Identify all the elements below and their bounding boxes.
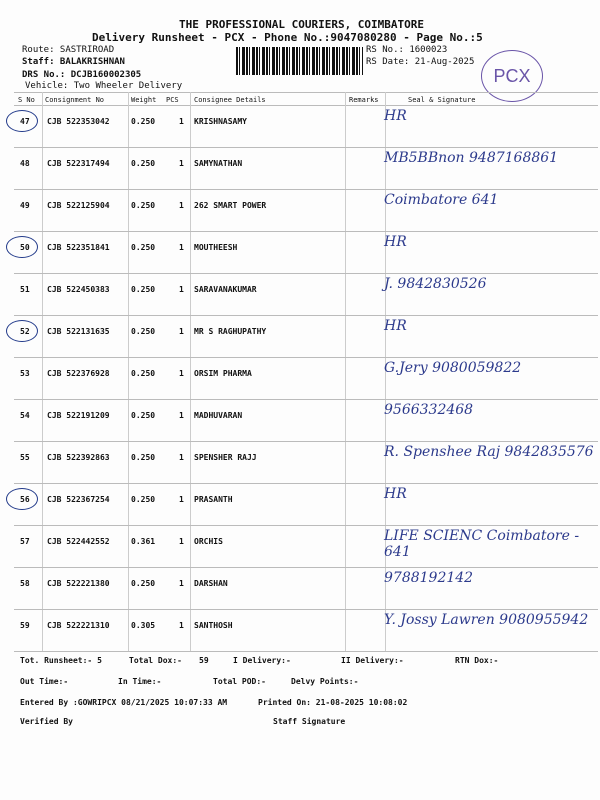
table-row <box>14 400 598 442</box>
weight: 0.250 <box>131 243 156 252</box>
row-divider <box>14 651 598 652</box>
out-time: Out Time:- <box>20 677 69 686</box>
signature: HR <box>384 318 407 334</box>
table-row <box>14 484 598 526</box>
signature: MB5BBnon 9487168861 <box>384 150 559 166</box>
consignment-number: CJB 522221380 <box>47 579 110 588</box>
table-row <box>14 148 598 190</box>
consignee-name: SPENSHER RAJJ <box>194 453 257 462</box>
table-row <box>14 610 598 652</box>
total-dox-label: Total Dox:- <box>129 656 182 665</box>
verified-by: Verified By <box>20 717 73 726</box>
total-dox-value: 59 <box>199 656 209 665</box>
circle-mark <box>6 236 38 258</box>
signature: J. 9842830526 <box>384 276 487 292</box>
weight: 0.361 <box>131 537 156 546</box>
consignee-name: MADHUVARAN <box>194 411 243 420</box>
consignee-name: MR S RAGHUPATHY <box>194 327 267 336</box>
signature: HR <box>384 234 407 250</box>
table-row <box>14 274 598 316</box>
consignment-number: CJB 522125904 <box>47 201 110 210</box>
weight: 0.250 <box>131 495 156 504</box>
signature: 9566332468 <box>384 402 474 418</box>
vehicle: Vehicle: Two Wheeler Delivery <box>25 81 183 91</box>
total-pod: Total POD:- <box>213 677 266 686</box>
table-row <box>14 190 598 232</box>
serial-number: 59 <box>20 621 30 630</box>
pieces: 1 <box>179 537 184 546</box>
serial-number: 55 <box>20 453 30 462</box>
pcx-stamp: PCX <box>481 50 543 102</box>
consignment-number: CJB 522392863 <box>47 453 110 462</box>
pieces: 1 <box>179 243 184 252</box>
serial-number: 52 <box>20 327 30 336</box>
serial-number: 51 <box>20 285 30 294</box>
consignee-name: SARAVANAKUMAR <box>194 285 257 294</box>
weight: 0.250 <box>131 201 156 210</box>
signature: LIFE SCIENC Coimbatore - 641 <box>384 528 580 560</box>
consignee-name: MOUTHEESH <box>194 243 238 252</box>
weight: 0.250 <box>131 285 156 294</box>
delvy-points: Delvy Points:- <box>291 677 359 686</box>
company-title: THE PROFESSIONAL COURIERS, COIMBATORE <box>179 18 425 31</box>
consignment-number: CJB 522317494 <box>47 159 110 168</box>
circle-mark <box>6 110 38 132</box>
consignment-number: CJB 522131635 <box>47 327 110 336</box>
consignee-name: KRISHNASAMY <box>194 117 247 126</box>
consignee-name: DARSHAN <box>194 579 228 588</box>
col-consignment: Consignment No <box>45 96 105 104</box>
pieces: 1 <box>179 411 184 420</box>
consignee-name: ORSIM PHARMA <box>194 369 252 378</box>
rs-date: RS Date: 21-Aug-2025 <box>366 57 475 67</box>
pieces: 1 <box>179 117 184 126</box>
pieces: 1 <box>179 495 184 504</box>
pieces: 1 <box>179 369 184 378</box>
pieces: 1 <box>179 159 184 168</box>
rs-no: RS No.: 1600023 <box>366 45 448 55</box>
table-row <box>14 358 598 400</box>
serial-number: 47 <box>20 117 30 126</box>
signature: HR <box>384 108 407 124</box>
consignment-number: CJB 522221310 <box>47 621 110 630</box>
rtn-dox: RTN Dox:- <box>455 656 499 665</box>
consignment-number: CJB 522191209 <box>47 411 110 420</box>
signature: Y. Jossy Lawren 9080955942 <box>384 612 589 628</box>
table-row <box>14 232 598 274</box>
col-pcs: PCS <box>166 96 179 104</box>
signature: HR <box>384 486 407 502</box>
signature: G.Jery 9080059822 <box>384 360 522 376</box>
pieces: 1 <box>179 579 184 588</box>
pieces: 1 <box>179 621 184 630</box>
table-row <box>14 568 598 610</box>
consignment-number: CJB 522351841 <box>47 243 110 252</box>
serial-number: 58 <box>20 579 30 588</box>
barcode <box>236 47 363 75</box>
table-row <box>14 106 598 148</box>
consignee-name: 262 SMART POWER <box>194 201 267 210</box>
consignee-name: SAMYNATHAN <box>194 159 243 168</box>
pieces: 1 <box>179 201 184 210</box>
signature: 9788192142 <box>384 570 474 586</box>
weight: 0.250 <box>131 327 156 336</box>
staff-signature: Staff Signature <box>273 717 346 726</box>
serial-number: 50 <box>20 243 30 252</box>
col-consignee: Consignee Details <box>194 96 266 104</box>
consignee-name: SANTHOSH <box>194 621 233 630</box>
serial-number: 56 <box>20 495 30 504</box>
consignment-number: CJB 522450383 <box>47 285 110 294</box>
serial-number: 49 <box>20 201 30 210</box>
signature: R. Spenshee Raj 9842835576 <box>384 444 594 460</box>
serial-number: 48 <box>20 159 30 168</box>
consignment-number: CJB 522367254 <box>47 495 110 504</box>
table-row <box>14 442 598 484</box>
consignee-name: ORCHIS <box>194 537 223 546</box>
ii-delivery: II Delivery:- <box>341 656 404 665</box>
table-row <box>14 316 598 358</box>
weight: 0.250 <box>131 579 156 588</box>
in-time: In Time:- <box>118 677 162 686</box>
tot-runsheet: Tot. Runsheet:- 5 <box>20 656 102 665</box>
weight: 0.305 <box>131 621 156 630</box>
consignment-number: CJB 522376928 <box>47 369 110 378</box>
table-row <box>14 526 598 568</box>
staff: Staff: BALAKRISHNAN <box>22 57 125 67</box>
serial-number: 57 <box>20 537 30 546</box>
drs-no: DRS No.: DCJB160002305 <box>22 70 142 80</box>
serial-number: 53 <box>20 369 30 378</box>
signature: Coimbatore 641 <box>384 192 499 208</box>
col-sno: S No <box>18 96 35 104</box>
i-delivery: I Delivery:- <box>233 656 291 665</box>
circle-mark <box>6 488 38 510</box>
weight: 0.250 <box>131 369 156 378</box>
pieces: 1 <box>179 453 184 462</box>
printed-on: Printed On: 21-08-2025 10:08:02 <box>258 698 408 707</box>
runsheet-subtitle: Delivery Runsheet - PCX - Phone No.:9047080280 - Page No.:5 <box>92 31 483 44</box>
route: Route: SASTRIROAD <box>22 45 115 55</box>
weight: 0.250 <box>131 159 156 168</box>
col-remarks: Remarks <box>349 96 379 104</box>
weight: 0.250 <box>131 411 156 420</box>
weight: 0.250 <box>131 117 156 126</box>
serial-number: 54 <box>20 411 30 420</box>
consignee-name: PRASANTH <box>194 495 233 504</box>
col-weight: Weight <box>131 96 157 104</box>
pieces: 1 <box>179 327 184 336</box>
consignment-number: CJB 522353042 <box>47 117 110 126</box>
weight: 0.250 <box>131 453 156 462</box>
pieces: 1 <box>179 285 184 294</box>
consignment-number: CJB 522442552 <box>47 537 110 546</box>
circle-mark <box>6 320 38 342</box>
col-seal: Seal & Signature <box>408 96 476 104</box>
entered-by: Entered By :GOWRIPCX 08/21/2025 10:07:33 AM <box>20 698 228 707</box>
